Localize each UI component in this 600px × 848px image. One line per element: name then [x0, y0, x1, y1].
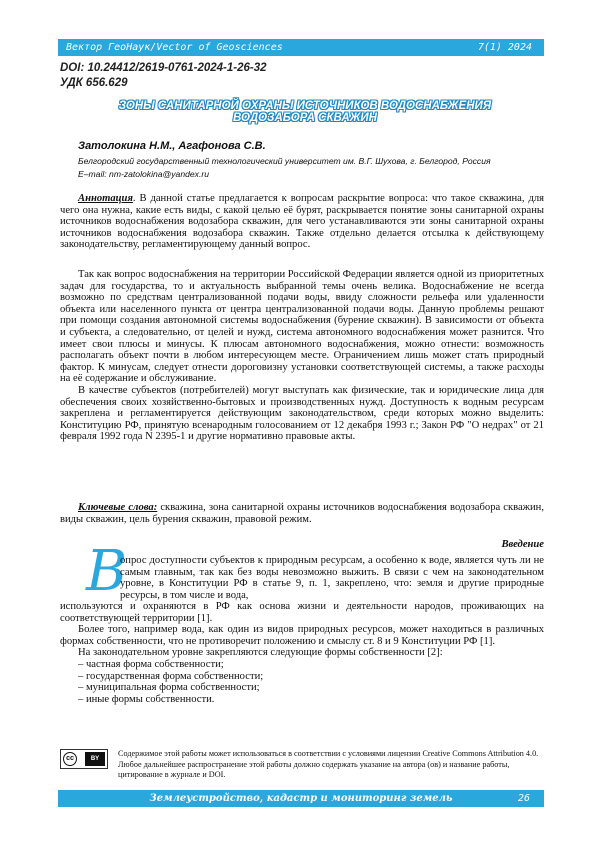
email[interactable]: E–mail: nm-zatolokina@yandex.ru [78, 169, 210, 179]
page-number: 26 [517, 793, 530, 804]
udk: УДК 656.629 [60, 77, 128, 89]
body-paragraph-1: Так как вопрос водоснабжения на территории Российской Федерации является одной из приоритетных задач для государства, то и актуальность выбранной темы очень велика. Водоснабжение не всегда возможно по средствам централизованной подачи воды, ввиду сложности рельефа или удаленности объекта или населенного пункта от центра централизованной подачи воды. Данную проблемы решают при помощи создания автономной системы водоснабжения (бурение скважин). В зависимости от объекта и субъекта, а следовательно, от целей и нужд, система автономного водоснабжения может разнится. Что имеет свои плюсы и минусы. К плюсам автономного водоснабжения, можно отнести: возможность располагать объект почти в любом интересующем месте. Ограничением лишь может стать природный фактор. К минусам, следует отнести дороговизну установки соответствующей системы, а также расходы на её содержание и обслуживание. [60, 269, 545, 385]
title-line-1: ЗОНЫ САНИТАРНОЙ ОХРАНЫ ИСТОЧНИКОВ ВОДОСНАБЖЕНИЯ [118, 100, 492, 112]
by-icon: BY [85, 752, 105, 766]
abstract [60, 193, 544, 251]
intro-paragraph-2: Более того, например вода, как один из видов природных ресурсов, может находиться в различных формах собственности, что не противоречит положению и смыслу ст. 8 и 9 Конституции РФ [1]. [60, 624, 544, 647]
ownership-list-item: – государственная форма собственности; [78, 670, 264, 682]
drop-cap: В [86, 539, 128, 604]
intro-paragraph-3: На законодательном уровне закрепляются следующие формы собственности [2]: [78, 647, 443, 659]
body-text [60, 269, 544, 443]
journal-header-band [58, 39, 544, 56]
intro-continuation: используются и охраняются в РФ как основа жизни и деятельности народов, проживающих на соответствующей территории [1]. [60, 601, 544, 624]
ownership-list-item: – частная форма собственности; [78, 658, 224, 670]
doi[interactable]: DOI: 10.24412/2619-0761-2024-1-26-32 [60, 62, 267, 74]
license-text: Содержимое этой работы может использоваться в соответствии с условиями лицензии Creative Commons Attribution 4.0. Любое дальнейшее распространение этой работы должно содержать указание на автора (ов) и название работы, цитирование в журнале и DOI. [118, 749, 539, 779]
footer-section: Землеустройство, кадастр и мониторинг земель [149, 793, 453, 804]
cc-icon: cc [63, 752, 77, 766]
body-paragraph-2: В качестве субъектов (потребителей) могут выступать как физические, так и юридические лица для обеспечения своих хозяйственно-бытовых и производственных нужд. Доступность к водным ресурсам закреплена и регламентируется действующим законодательством, среди которых можно выделить: Конституцию РФ, принятую всенародным голосованием от 12 декабря 1993 г.; Закон РФ "О недрах" от 21 февраля 1992 года N 2395-1 и другие нормативно правовые акты. [60, 384, 544, 443]
article-title [70, 100, 540, 124]
cc-by-badge[interactable] [60, 749, 108, 769]
ownership-list-item: – муниципальная форма собственности; [78, 682, 260, 694]
authors: Затолокина Н.М., Агафонова С.В. [78, 140, 266, 152]
ownership-list-item: – иные формы собственности. [78, 693, 215, 705]
abstract-text: . В данной статье предлагается к вопросам раскрытие вопроса: что такое скважина, для чего она нужна, какие есть виды, с какой целью её бурят, раскрывается понятие зоны санитарной охраны источников водоснабжения водозабора скважин, для чего устанавливаются эти зоны санитарной охраны источников водоснабжения водозабора скважин. Также отдельно делается отсылка к действующему законодательству, регламентирующему данный вопрос. [60, 193, 544, 251]
introduction-heading: Введение [501, 539, 544, 550]
introduction-text [60, 601, 544, 705]
footer-band [58, 790, 544, 807]
issue-number: 7(1) 2024 [477, 42, 532, 53]
keywords-text: скважина, зона санитарной охраны источников водоснабжения водозабора скважин, виды скважин, цель бурения скважин, правовой режим. [60, 502, 544, 525]
affiliation: Белгородский государственный технологический университет им. В.Г. Шухова, г. Белгород, Россия [78, 156, 491, 166]
title-line-2: ВОДОЗАБОРА СКВАЖИН [233, 112, 377, 124]
keywords-label: Ключевые слова: [78, 502, 158, 513]
abstract-label: Аннотация [78, 193, 133, 204]
dropcap-paragraph: опрос доступности субъектов к природным ресурсам, а особенно к воде, является чуть ли не самым главным, так как без воды невозможно выжить. В связи с чем на законодательном уровне, в Конституции РФ в статье 9, п. 1, закреплено, что: земля и другие природные ресурсы, в том числе и вода, [120, 555, 544, 601]
journal-name: Вектор ГеоНаук/Vector of Geosciences [66, 42, 283, 53]
keywords [60, 502, 544, 525]
